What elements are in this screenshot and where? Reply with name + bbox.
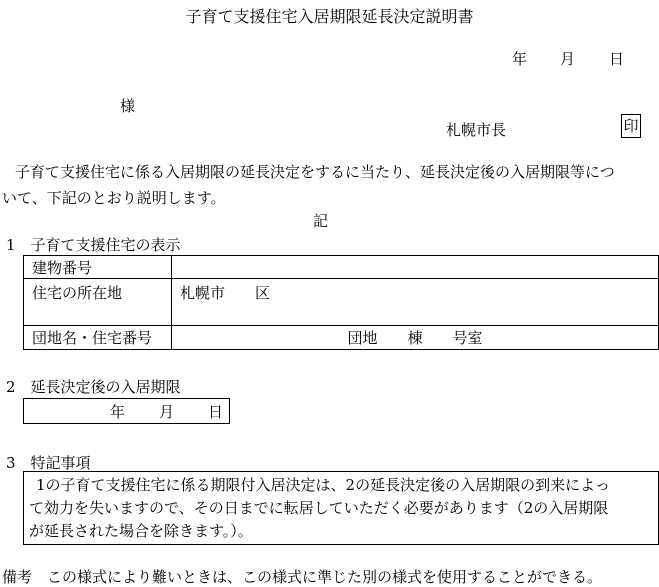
- ki-label: 記: [313, 212, 329, 230]
- building-number-label: 建物番号: [24, 256, 172, 279]
- section2-heading: 2 延長決定後の入居期限: [6, 378, 181, 396]
- deadline-year: 年: [110, 403, 126, 421]
- special-notes-line-3: が延長された場合を除きます。）。: [29, 522, 253, 540]
- deadline-month: 月: [159, 403, 175, 421]
- date-day: 日: [609, 50, 625, 68]
- section1-heading: 1 子育て支援住宅の表示: [6, 236, 181, 254]
- table-row: [24, 279, 659, 326]
- complex-name-label: 団地名・住宅番号: [24, 326, 172, 350]
- document-title: 子育て支援住宅入居期限延長決定説明書: [185, 7, 474, 26]
- date-year: 年: [512, 50, 528, 68]
- intro-line-2: いて、下記のとおり説明します。: [2, 189, 226, 207]
- issuer-name: 札幌市長: [446, 121, 507, 139]
- section3-heading: 3 特記事項: [6, 454, 91, 472]
- seal-box: 印: [621, 114, 641, 138]
- special-notes-line-2: て効力を失いますので、その日までに転居していただく必要があります（2の入居期限: [29, 499, 609, 517]
- complex-name-value: 団地 棟 号室: [172, 326, 659, 350]
- table-row: [24, 256, 659, 279]
- intro-line-1: 子育て支援住宅に係る入居期限の延長決定をするに当たり、延長決定後の入居期限等につ: [15, 163, 615, 181]
- remarks: 備考 この様式により難いときは、この様式に準じた別の様式を使用することができる。: [2, 568, 603, 586]
- table-row: [24, 326, 659, 350]
- deadline-box: [23, 398, 230, 424]
- address-value: 札幌市 区: [172, 279, 659, 326]
- date-month: 月: [560, 50, 576, 68]
- housing-table: [23, 255, 659, 350]
- building-number-value: [172, 256, 659, 279]
- addressee-suffix: 様: [120, 97, 136, 115]
- special-notes-line-1: 1の子育て支援住宅に係る期限付入居決定は、2の延長決定後の入居期限の到来によっ: [36, 476, 611, 494]
- address-label: 住宅の所在地: [24, 279, 172, 326]
- deadline-day: 日: [208, 403, 224, 421]
